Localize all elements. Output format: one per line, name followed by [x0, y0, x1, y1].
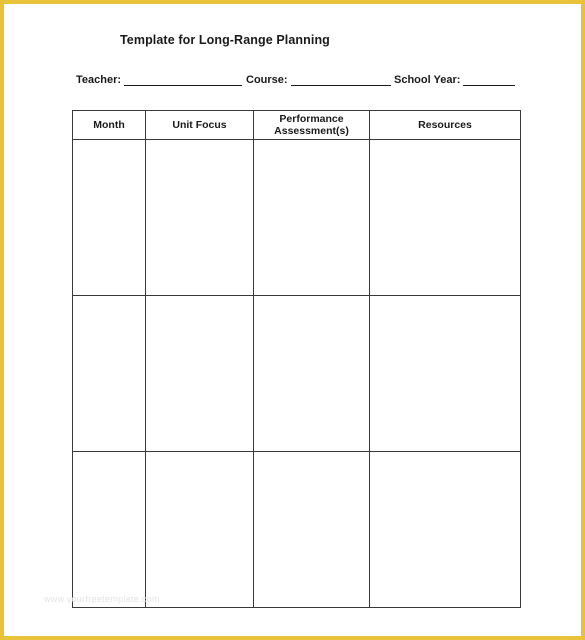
watermark-text: www.yourfreetemplate.com — [44, 594, 160, 604]
cell-month[interactable] — [73, 296, 146, 452]
planning-table — [72, 110, 521, 608]
course-blank-line[interactable] — [291, 73, 391, 86]
cell-unit-focus[interactable] — [146, 452, 254, 608]
table-row — [73, 140, 521, 296]
header-performance-assessment — [254, 111, 370, 140]
cell-performance-assessment[interactable] — [254, 140, 370, 296]
header-resources: Resources — [370, 111, 521, 140]
cell-resources[interactable] — [370, 296, 521, 452]
school-year-blank-line[interactable] — [463, 73, 515, 86]
teacher-blank-line[interactable] — [124, 73, 242, 86]
cell-unit-focus[interactable] — [146, 140, 254, 296]
cell-resources[interactable] — [370, 452, 521, 608]
school-year-label: School Year: — [394, 74, 461, 86]
cell-month[interactable] — [73, 140, 146, 296]
cell-unit-focus[interactable] — [146, 296, 254, 452]
header-month: Month — [73, 111, 146, 140]
header-performance-assessment-label: Performance Assessment(s) — [274, 113, 349, 137]
table-row — [73, 296, 521, 452]
cell-resources[interactable] — [370, 140, 521, 296]
cell-performance-assessment[interactable] — [254, 452, 370, 608]
school-year-field — [394, 73, 515, 86]
document-title: Template for Long-Range Planning — [120, 33, 330, 47]
cell-performance-assessment[interactable] — [254, 296, 370, 452]
course-field — [246, 73, 391, 86]
header-unit-focus: Unit Focus — [146, 111, 254, 140]
table-header-row — [73, 111, 521, 140]
table-row — [73, 452, 521, 608]
teacher-label: Teacher: — [76, 74, 122, 86]
cell-month[interactable] — [73, 452, 146, 608]
teacher-field — [76, 73, 242, 86]
course-label: Course: — [246, 74, 288, 86]
header-fields — [76, 73, 516, 87]
